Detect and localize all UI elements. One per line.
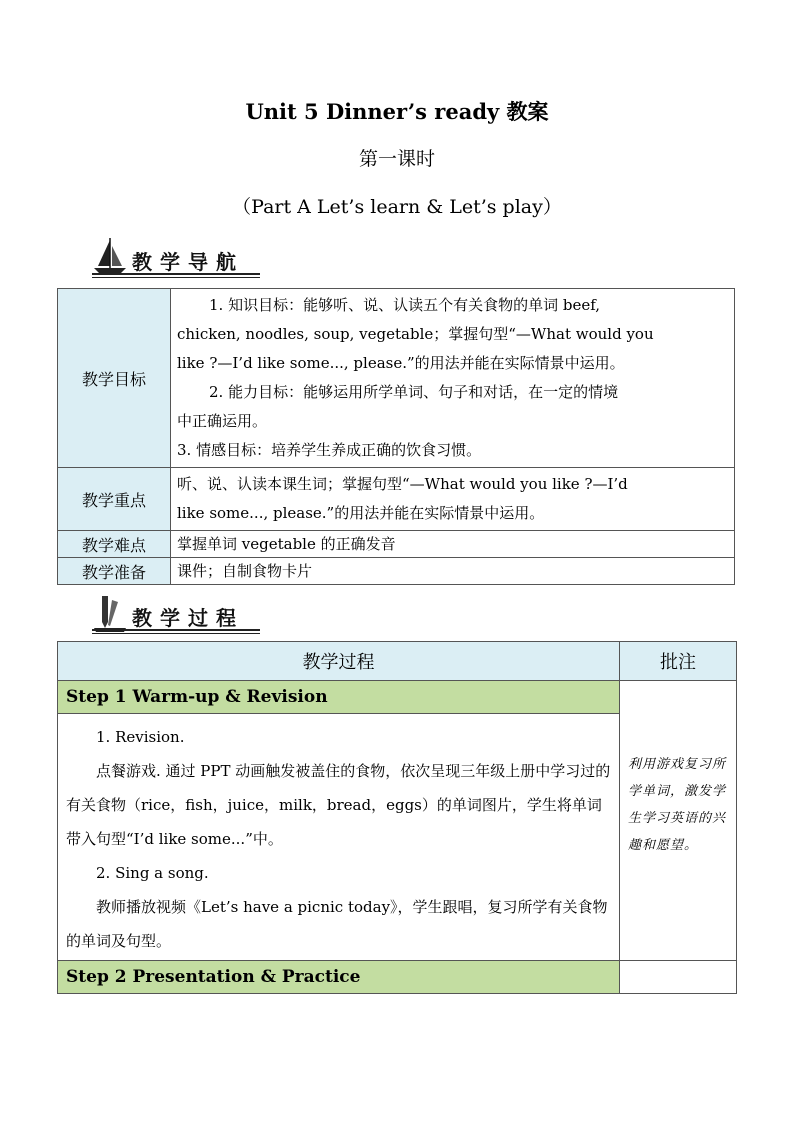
step-title: Step 2 Presentation & Practice (58, 961, 620, 994)
page-title: Unit 5 Dinner’s ready 教案 (245, 99, 549, 124)
note-cell (620, 961, 737, 994)
row-label: 教学准备 (58, 558, 171, 585)
section-heading-process (90, 592, 260, 634)
column-header-notes: 批注 (620, 642, 737, 681)
row-value: 听、说、认读本课生词；掌握句型“—What would you like ?—I’d like some..., please.”的用法并能在实际情景中运用。 (171, 468, 735, 531)
sailboat-icon (90, 236, 130, 278)
row-value: 掌握单词 vegetable 的正确发音 (171, 531, 735, 558)
objectives-table (57, 288, 735, 585)
process-table (57, 641, 737, 994)
row-label: 教学难点 (58, 531, 171, 558)
row-label: 教学目标 (58, 289, 171, 468)
section-heading-text: 教学导航 (132, 250, 244, 274)
row-label: 教学重点 (58, 468, 171, 531)
step-body: 1. Revision. 点餐游戏. 通过 PPT 动画触发被盖住的食物，依次呈现三年级上册中学习过的有关食物（rice，fish，juice，milk，bread，eggs）的单词图片，学生将单词带入句型“I’d like some...”中。 2. Sing a song. 教师播放视频《Let’s have a picnic today》，学生跟唱，复习所学有关食物的单词及句型。 (58, 714, 620, 961)
part-line: （Part A Let’s learn & Let’s play） (232, 196, 562, 218)
row-value: 课件；自制食物卡片 (171, 558, 735, 585)
section-heading-navigation (90, 236, 260, 278)
section-heading-text: 教学过程 (132, 606, 244, 630)
note-cell: 利用游戏复习所学单词，激发学生学习英语的兴趣和愿望。 (620, 681, 737, 961)
pencil-icon (90, 592, 130, 634)
column-header-process: 教学过程 (58, 642, 620, 681)
row-value: 1. 知识目标：能够听、说、认读五个有关食物的单词 beef, chicken, noodles, soup, vegetable；掌握句型“—What would you like ?—I’d like some..., please.”的用法并能在实际情景中运用。 2. 能力目标：能够运用所学单词、句子和对话，在一定的情境 中正确运用。 3. 情感目标：培养学生养成正确的饮食习惯。 (171, 289, 735, 468)
step-title: Step 1 Warm-up & Revision (58, 681, 620, 714)
lesson-subtitle: 第一课时 (358, 148, 435, 170)
